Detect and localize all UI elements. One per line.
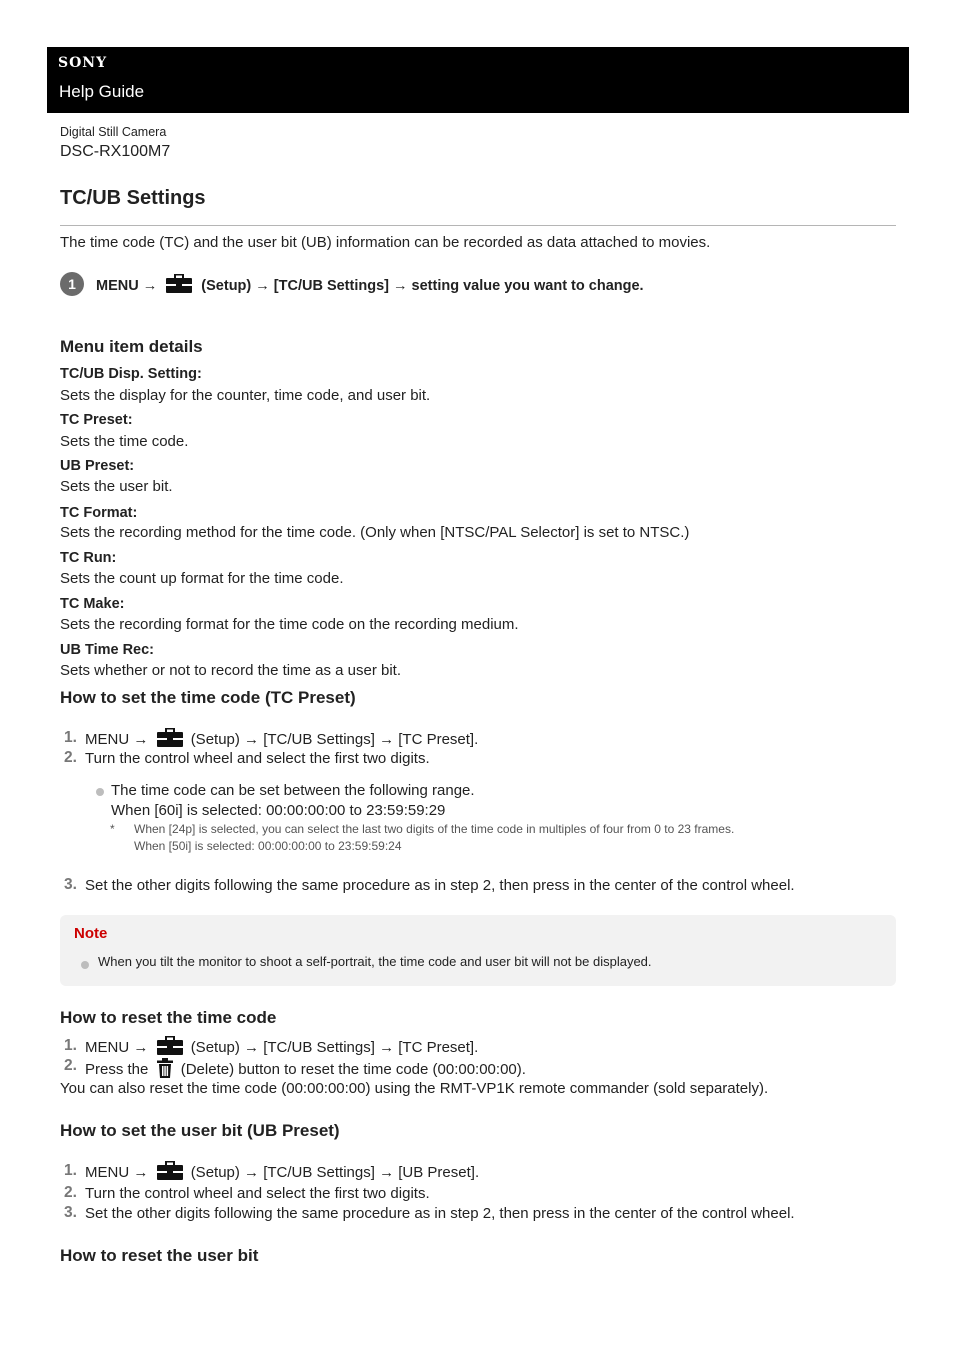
trash-icon — [156, 1058, 174, 1082]
note-box — [60, 915, 896, 986]
intro-text: The time code (TC) and the user bit (UB) information can be recorded as data attached to movies. — [60, 234, 711, 251]
set-ub-step2: Turn the control wheel and select the first two digits. — [85, 1185, 430, 1202]
product-model: DSC-RX100M7 — [60, 143, 171, 160]
reset-tc-step2-pre: Press the — [85, 1060, 149, 1078]
desc-tc-run: Sets the count up format for the time code. — [60, 570, 344, 587]
step-number-badge: 1 — [60, 272, 84, 296]
set-tc-step2: Turn the control wheel and select the first two digits. — [85, 750, 430, 767]
page-title: TC/UB Settings — [60, 187, 206, 209]
set-ub-step3: Set the other digits following the same procedure as in step 2, then press in the center of the control wheel. — [85, 1205, 795, 1222]
term-tc-make: TC Make: — [60, 596, 125, 612]
main-step-instruction — [96, 274, 644, 298]
sony-logo: SONY — [58, 55, 108, 71]
reset-tc-step2-rest: (Delete) button to reset the time code (00:00:00:00). — [180, 1060, 526, 1078]
desc-tcub-disp: Sets the display for the counter, time code, and user bit. — [60, 387, 431, 404]
menu-details-heading: Menu item details — [60, 337, 203, 356]
bullet-dot — [96, 788, 104, 796]
reset-tc-step2-number: 2. — [64, 1057, 77, 1074]
footnote-line2: When [50i] is selected: 00:00:00:00 to 23:59:59:24 — [134, 839, 402, 853]
set-tc-step3: Set the other digits following the same procedure as in step 2, then press in the center of the control wheel. — [85, 877, 795, 894]
set-tc-step1-menu: MENU → — [85, 730, 149, 748]
set-ub-step3-number: 3. — [64, 1204, 77, 1221]
product-category: Digital Still Camera — [60, 125, 167, 139]
term-ub-preset: UB Preset: — [60, 458, 135, 474]
help-guide-title[interactable]: Help Guide — [59, 82, 145, 101]
set-ub-step1 — [85, 1161, 479, 1185]
term-tc-preset: TC Preset: — [60, 412, 133, 428]
tc-range-line2: When [60i] is selected: 00:00:00:00 to 23:59:59:29 — [111, 802, 446, 819]
term-tcub-disp: TC/UB Disp. Setting: — [60, 366, 202, 382]
set-ub-step1-number: 1. — [64, 1162, 77, 1179]
main-step-menu: MENU → — [96, 277, 158, 294]
footnote-mark: * — [110, 822, 115, 836]
reset-tc-heading: How to reset the time code — [60, 1008, 277, 1027]
toolbox-icon — [156, 1161, 184, 1185]
note-title: Note — [74, 925, 108, 942]
toolbox-icon — [156, 728, 184, 752]
title-divider — [60, 225, 896, 226]
set-ub-step1-rest: (Setup) → [TC/UB Settings] → [UB Preset]. — [190, 1163, 480, 1181]
set-ub-step1-menu: MENU → — [85, 1163, 149, 1181]
site-header — [47, 47, 909, 113]
set-tc-step1 — [85, 728, 478, 752]
desc-tc-preset: Sets the time code. — [60, 433, 189, 450]
set-tc-step2-number: 2. — [64, 749, 77, 766]
term-tc-run: TC Run: — [60, 550, 117, 566]
set-ub-heading: How to set the user bit (UB Preset) — [60, 1121, 340, 1140]
desc-ub-time-rec: Sets whether or not to record the time as a user bit. — [60, 662, 402, 679]
reset-tc-step1-rest: (Setup) → [TC/UB Settings] → [TC Preset]. — [190, 1038, 479, 1056]
main-step-rest: (Setup) → [TC/UB Settings] → setting value you want to change. — [201, 277, 644, 294]
toolbox-icon — [156, 1036, 184, 1060]
reset-tc-extra: You can also reset the time code (00:00:00:00) using the RMT-VP1K remote commander (sold separately). — [60, 1080, 769, 1097]
set-tc-step1-number: 1. — [64, 729, 77, 746]
reset-tc-step1-menu: MENU → — [85, 1038, 149, 1056]
reset-tc-step1-number: 1. — [64, 1037, 77, 1054]
desc-tc-format: Sets the recording method for the time code. (Only when [NTSC/PAL Selector] is set to NTSC.) — [60, 524, 690, 541]
toolbox-icon — [165, 274, 193, 298]
desc-ub-preset: Sets the user bit. — [60, 478, 173, 495]
footnote-line1: When [24p] is selected, you can select the last two digits of the time code in multiples of four from 0 to 23 frames. — [134, 822, 735, 836]
reset-ub-heading: How to reset the user bit — [60, 1246, 259, 1265]
bullet-dot — [81, 961, 89, 969]
set-tc-step3-number: 3. — [64, 876, 77, 893]
set-ub-step2-number: 2. — [64, 1184, 77, 1201]
term-ub-time-rec: UB Time Rec: — [60, 642, 155, 658]
set-tc-heading: How to set the time code (TC Preset) — [60, 688, 356, 707]
set-tc-step1-rest: (Setup) → [TC/UB Settings] → [TC Preset]. — [190, 730, 479, 748]
reset-tc-step2 — [85, 1058, 526, 1082]
reset-tc-step1 — [85, 1036, 478, 1060]
note-text: When you tilt the monitor to shoot a self-portrait, the time code and user bit will not be displayed. — [98, 954, 652, 969]
term-tc-format: TC Format: — [60, 505, 138, 521]
desc-tc-make: Sets the recording format for the time code on the recording medium. — [60, 616, 519, 633]
tc-range-line1: The time code can be set between the following range. — [111, 782, 475, 799]
